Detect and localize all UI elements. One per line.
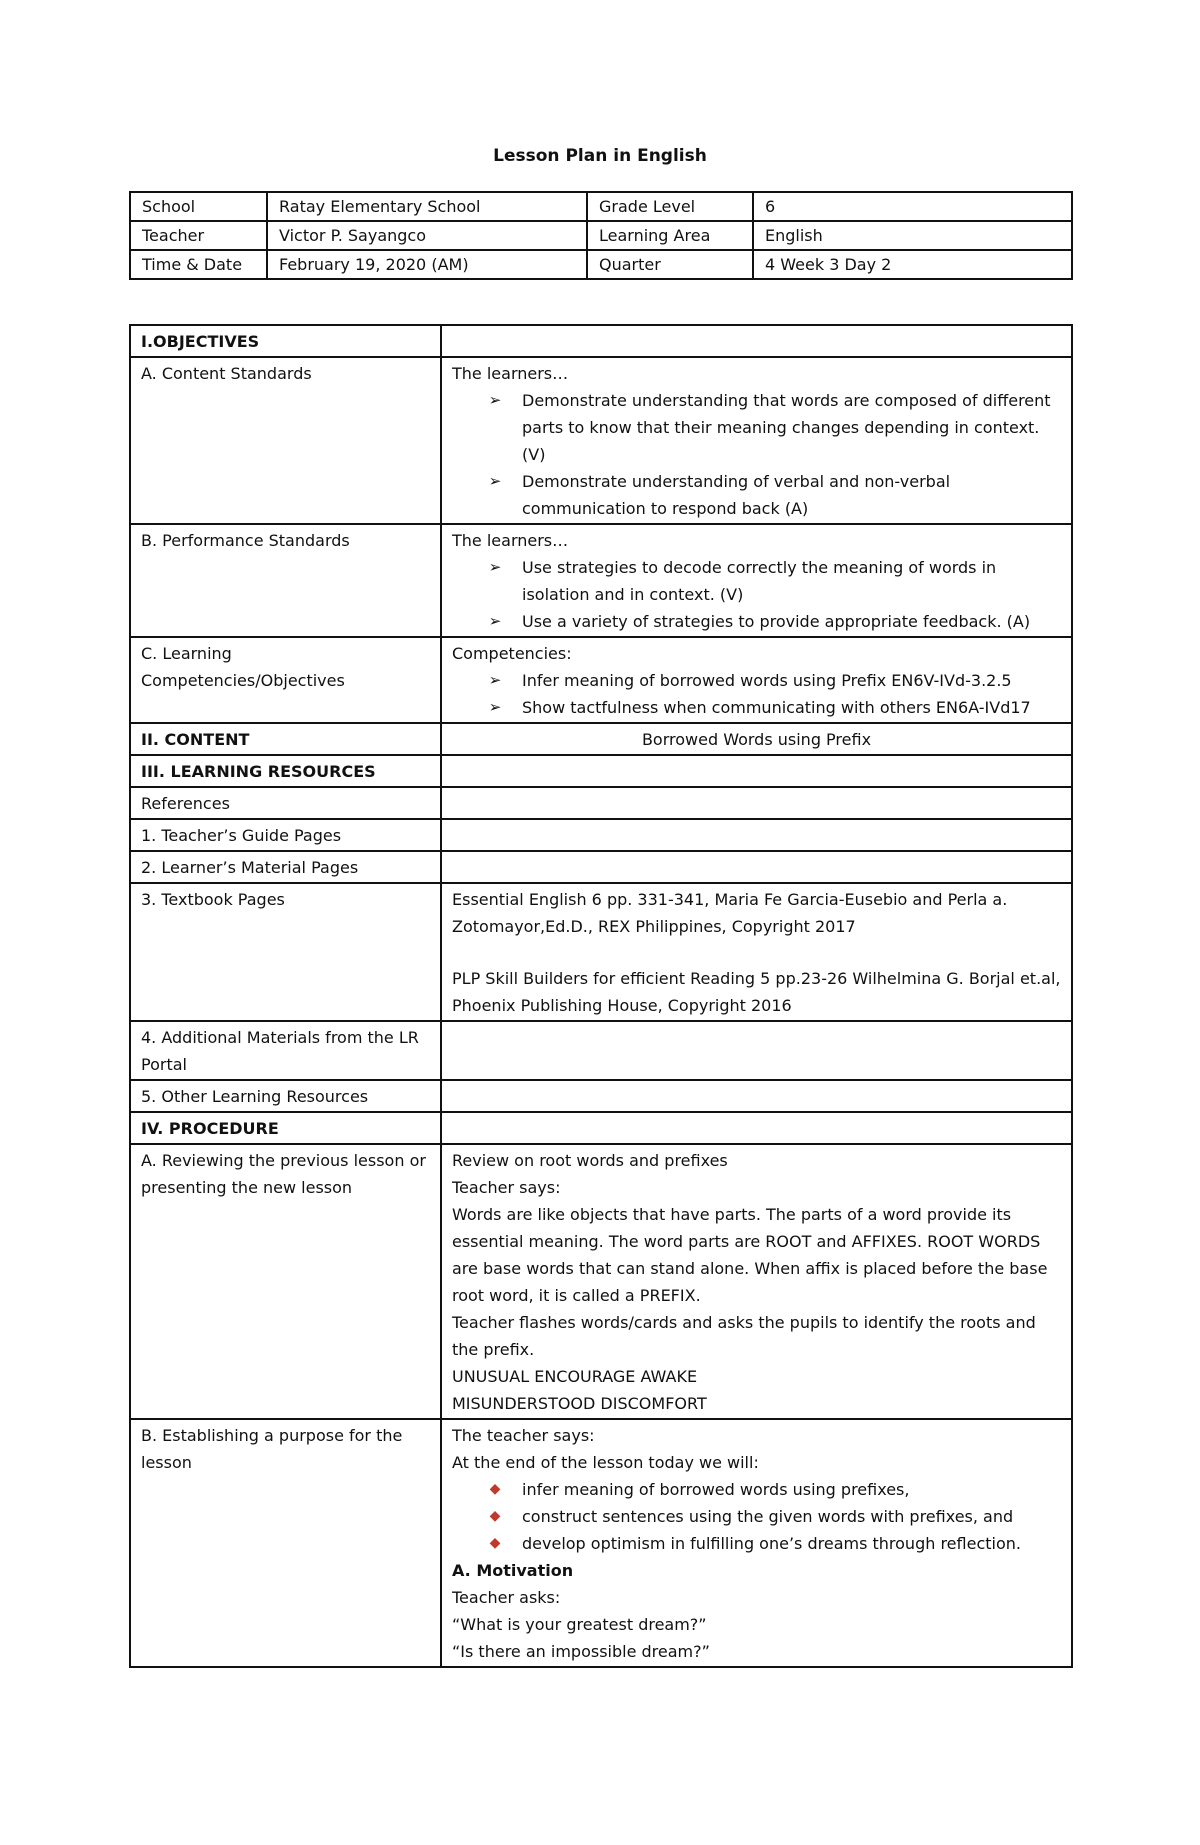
arrow-bullet-icon: ➢ xyxy=(488,472,502,490)
time-date-value: February 19, 2020 (AM) xyxy=(267,250,587,279)
school-label: School xyxy=(130,192,267,221)
content-standards-intro: The learners… xyxy=(452,364,569,383)
grade-level-value: 6 xyxy=(753,192,1072,221)
table-row xyxy=(130,221,1072,250)
other-resources-label: 5. Other Learning Resources xyxy=(130,1080,441,1112)
table-row xyxy=(130,637,1072,723)
arrow-bullet-icon: ➢ xyxy=(488,391,502,409)
table-row xyxy=(130,851,1072,883)
header-table xyxy=(129,191,1073,280)
textbook-reference-2: PLP Skill Builders for efficient Reading 5 pp.23-26 Wilhelmina G. Borjal et.al, Phoenix Publishing House, Copyright 2016 xyxy=(452,969,1061,1015)
diamond-bullet-icon: ◆ xyxy=(489,1535,501,1551)
time-date-label: Time & Date xyxy=(130,250,267,279)
list-item: ➢ Use strategies to decode correctly the meaning of words in isolation and in context. (V) xyxy=(522,554,1061,608)
reviewing-line: Words are like objects that have parts. The parts of a word provide its essential meaning. The word parts are ROOT and AFFIXES. ROOT WORDS are base words that can stand alone. When affix is placed before the base root word, it is called a PREFIX. xyxy=(452,1205,1048,1305)
reviewing-line: MISUNDERSTOOD DISCOMFORT xyxy=(452,1394,707,1413)
table-row xyxy=(130,755,1072,787)
learning-area-label: Learning Area xyxy=(587,221,753,250)
table-row xyxy=(130,1419,1072,1667)
table-row xyxy=(130,1112,1072,1144)
table-row xyxy=(130,1144,1072,1419)
performance-standards-cell xyxy=(441,524,1072,637)
table-row xyxy=(130,883,1072,1021)
arrow-bullet-icon: ➢ xyxy=(488,698,502,716)
competencies-intro: Competencies: xyxy=(452,644,572,663)
reviewing-line: UNUSUAL ENCOURAGE AWAKE xyxy=(452,1367,698,1386)
reviewing-label: A. Reviewing the previous lesson or presenting the new lesson xyxy=(130,1144,441,1419)
textbook-label: 3. Textbook Pages xyxy=(130,883,441,1021)
purpose-line: The teacher says: xyxy=(452,1426,595,1445)
empty-cell xyxy=(441,755,1072,787)
arrow-bullet-icon: ➢ xyxy=(488,558,502,576)
motivation-heading: A. Motivation xyxy=(452,1561,574,1580)
performance-standards-intro: The learners… xyxy=(452,531,569,550)
school-value: Ratay Elementary School xyxy=(267,192,587,221)
teacher-value: Victor P. Sayangco xyxy=(267,221,587,250)
spacer xyxy=(452,940,1061,965)
reviewing-line: Teacher says: xyxy=(452,1178,561,1197)
learners-material-label: 2. Learner’s Material Pages xyxy=(130,851,441,883)
empty-cell xyxy=(441,1021,1072,1080)
arrow-bullet-icon: ➢ xyxy=(488,612,502,630)
teachers-guide-label: 1. Teacher’s Guide Pages xyxy=(130,819,441,851)
quarter-value: 4 Week 3 Day 2 xyxy=(753,250,1072,279)
empty-cell xyxy=(441,851,1072,883)
list-item: ➢ Use a variety of strategies to provide appropriate feedback. (A) xyxy=(522,608,1061,635)
purpose-line: Teacher asks: xyxy=(452,1588,561,1607)
table-row xyxy=(130,1021,1072,1080)
empty-cell xyxy=(441,819,1072,851)
empty-cell xyxy=(441,325,1072,357)
table-row xyxy=(130,1080,1072,1112)
performance-standards-label: B. Performance Standards xyxy=(130,524,441,637)
purpose-line: “Is there an impossible dream?” xyxy=(452,1642,710,1661)
content-standards-cell xyxy=(441,357,1072,524)
empty-cell xyxy=(441,1112,1072,1144)
list-item: ➢ Demonstrate understanding of verbal and non-verbal communication to respond back (A) xyxy=(522,468,1061,522)
empty-cell xyxy=(441,787,1072,819)
table-row xyxy=(130,192,1072,221)
additional-materials-label: 4. Additional Materials from the LR Portal xyxy=(130,1021,441,1080)
content-standards-label: A. Content Standards xyxy=(130,357,441,524)
table-row xyxy=(130,524,1072,637)
reviewing-cell xyxy=(441,1144,1072,1419)
learning-area-value: English xyxy=(753,221,1072,250)
quarter-label: Quarter xyxy=(587,250,753,279)
table-row xyxy=(130,723,1072,755)
diamond-bullet-icon: ◆ xyxy=(489,1508,501,1524)
competencies-list xyxy=(452,667,1061,721)
reviewing-line: Review on root words and prefixes xyxy=(452,1151,728,1170)
list-item: ◆ construct sentences using the given words with prefixes, and xyxy=(522,1503,1061,1530)
purpose-line: At the end of the lesson today we will: xyxy=(452,1453,759,1472)
diamond-bullet-icon: ◆ xyxy=(489,1481,501,1497)
content-heading: II. CONTENT xyxy=(130,723,441,755)
list-item: ➢ Show tactfulness when communicating with others EN6A-IVd17 xyxy=(522,694,1061,721)
table-row xyxy=(130,325,1072,357)
document-title: Lesson Plan in English xyxy=(493,146,707,166)
list-item: ➢ Demonstrate understanding that words are composed of different parts to know that their meaning changes depending in context. (V) xyxy=(522,387,1061,468)
empty-cell xyxy=(441,1080,1072,1112)
performance-standards-list xyxy=(452,554,1061,635)
purpose-line: “What is your greatest dream?” xyxy=(452,1615,707,1634)
content-value: Borrowed Words using Prefix xyxy=(441,723,1072,755)
table-row xyxy=(130,787,1072,819)
reviewing-line: Teacher flashes words/cards and asks the pupils to identify the roots and the prefix. xyxy=(452,1313,1036,1359)
references-label: References xyxy=(130,787,441,819)
objectives-heading: I.OBJECTIVES xyxy=(130,325,441,357)
purpose-list xyxy=(452,1476,1061,1557)
competencies-label: C. Learning Competencies/Objectives xyxy=(130,637,441,723)
textbook-cell xyxy=(441,883,1072,1021)
textbook-reference-1: Essential English 6 pp. 331-341, Maria Fe Garcia-Eusebio and Perla a. Zotomayor,Ed.D., REX Philippines, Copyright 2017 xyxy=(452,890,1008,936)
table-row xyxy=(130,357,1072,524)
lesson-plan-table xyxy=(129,324,1073,1668)
competencies-cell xyxy=(441,637,1072,723)
table-row xyxy=(130,250,1072,279)
arrow-bullet-icon: ➢ xyxy=(488,671,502,689)
list-item: ➢ Infer meaning of borrowed words using Prefix EN6V-IVd-3.2.5 xyxy=(522,667,1061,694)
table-row xyxy=(130,819,1072,851)
purpose-cell xyxy=(441,1419,1072,1667)
content-standards-list xyxy=(452,387,1061,522)
purpose-label: B. Establishing a purpose for the lesson xyxy=(130,1419,441,1667)
list-item: ◆ infer meaning of borrowed words using prefixes, xyxy=(522,1476,1061,1503)
grade-level-label: Grade Level xyxy=(587,192,753,221)
list-item: ◆ develop optimism in fulfilling one’s dreams through reflection. xyxy=(522,1530,1061,1557)
procedure-heading: IV. PROCEDURE xyxy=(130,1112,441,1144)
learning-resources-heading: III. LEARNING RESOURCES xyxy=(130,755,441,787)
teacher-label: Teacher xyxy=(130,221,267,250)
